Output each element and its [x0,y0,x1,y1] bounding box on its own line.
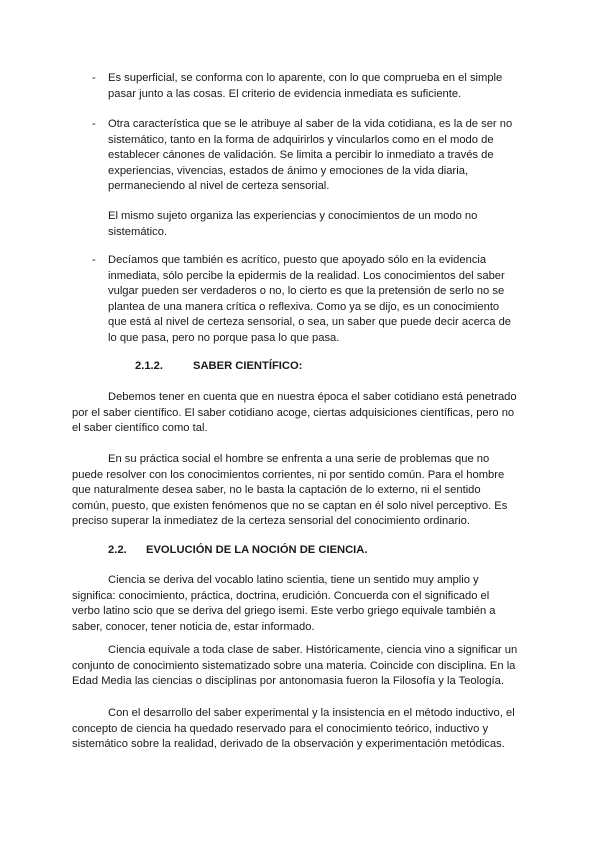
bullet-text: Otra característica que se le atribuye al saber de la vida cotidiana, es la de ser no sistemático, tanto en la forma de adquirirlos y vincularlos como en el modo de establecer cánones de validación. Se limita a percibir lo inmediato a través de experiencias, vivencias, estados de ánimo y emociones de la vida diaria, permaneciendo al nivel de certeza sensorial. [108,118,513,193]
section-heading-2-1-2 [135,359,302,375]
bullet-item-no-sistematico [92,117,520,195]
bullet-item-acritico [92,253,520,347]
bullet-continuation-text: El mismo sujeto organiza las experiencias y conocimientos de un modo no sistemático. [108,210,478,238]
section-number: 2.1.2. [135,360,163,372]
paragraph: En su práctica social el hombre se enfrenta a una serie de problemas que no puede resolver con los conocimientos corrientes, ni por sentido común. Para el hombre que naturalmente desea saber, no le basta la captación de lo externo, ni el sentido común, puesto, que existen fenómenos que no se captan en él solo nivel perceptivo. Es preciso superar la inmediatez de la certeza sensorial del conocimiento ordinario. [72,453,508,528]
bullet-text: Decíamos que también es acrítico, puesto que apoyado sólo en la evidencia inmediata, sólo percibe la epidermis de la realidad. Los conocimientos del saber vulgar pueden ser verdaderos o no, lo cierto es que la pretensión de serlo no se plantea de una manera crítica o reflexiva. Como ya se dijo, es un conocimiento que está al nivel de certeza sensorial, o sea, un saber que puede decir acerca de lo que pasa, pero no porque pasa lo que pasa. [108,254,512,344]
paragraph: Ciencia equivale a toda clase de saber. Históricamente, ciencia vino a significar un conjunto de conocimiento sistematizado sobre una materia. Coincide con disciplina. En la Edad Media las ciencias o disciplinas por antonomasia fueron la Filosofía y la Teología. [72,644,518,688]
paragraph: Con el desarrollo del saber experimental y la insistencia en el método inductivo, el concepto de ciencia ha quedado reservado para el conocimiento teórico, inductivo y sistemático sobre la realidad, derivado de la observación y experimentación metódicas. [72,707,515,751]
bullet-dash: - [92,72,96,84]
section-title: SABER CIENTÍFICO: [193,360,303,372]
bullet-item-superficial [92,71,520,102]
paragraph: Ciencia se deriva del vocablo latino scientia, tiene un sentido muy amplio y significa: conocimiento, práctica, doctrina, erudición. Concuerda con el significado el verbo latino scio que se deriva del griego isemi. Este verbo griego equivale también a saber, conocer, tener noticia de, estar informado. [72,574,496,633]
section-heading-2-2 [108,543,367,559]
section-number: 2.2. [108,544,127,556]
bullet-dash: - [92,254,96,266]
bullet-dash: - [92,118,96,130]
bullet-text: Es superficial, se conforma con lo aparente, con lo que comprueba en el simple pasar junto a las cosas. El criterio de evidencia inmediata es suficiente. [108,72,503,100]
section-title: EVOLUCIÓN DE LA NOCIÓN DE CIENCIA. [146,544,368,556]
paragraph: Debemos tener en cuenta que en nuestra época el saber cotidiano está penetrado por el saber científico. El saber cotidiano acoge, ciertas adquisiciones científicas, pero no el saber científico como tal. [72,391,517,435]
